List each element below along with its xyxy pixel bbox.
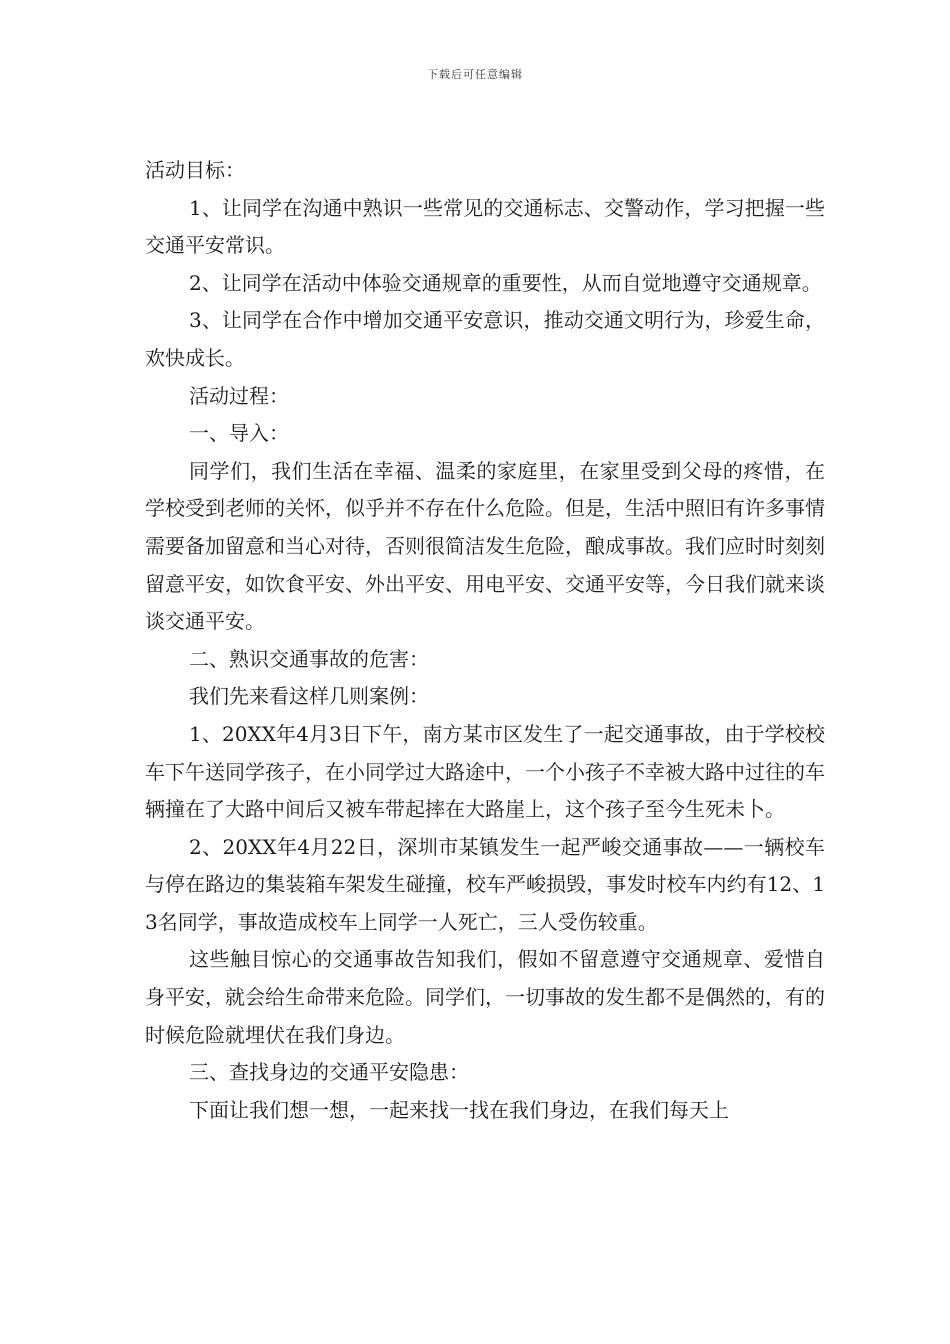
paragraph-section-3-heading: 三、查找身边的交通平安隐患：	[189, 1060, 469, 1085]
paragraph-activity-process-heading: 活动过程：	[189, 383, 289, 408]
paragraph-section-1-heading: 一、导入：	[189, 421, 289, 446]
paragraph-goal-1: 1、让同学在沟通中熟识一些常见的交通标志、交警动作，学习把握一些交通平安常识。	[145, 195, 825, 258]
paragraph-section-3-body: 下面让我们想一想，一起来找一找在我们身边，在我们每天上	[189, 1097, 729, 1122]
paragraph-cases-intro: 我们先来看这样几则案例：	[189, 684, 429, 709]
paragraph-intro-body: 同学们，我们生活在幸福、温柔的家庭里，在家里受到父母的疼惜，在学校受到老师的关怀，似乎并不存在什么危险。但是，生活中照旧有许多事情需要备加留意和当心对待，否则很简洁发生危险，酿成事故。我们应时时刻刻留意平安，如饮食平安、外出平安、用电平安、交通平安等，今日我们就来谈谈交通平安。	[145, 458, 825, 634]
paragraph-case-1: 1、20XX年4月3日下午，南方某市区发生了一起交通事故，由于学校校车下午送同学孩子，在小同学过大路途中，一个小孩子不幸被大路中过往的车辆撞在了大路中间后又被车带起摔在大路崖上，这个孩子至今生死未卜。	[145, 721, 825, 822]
paragraph-cases-conclusion: 这些触目惊心的交通事故告知我们，假如不留意遵守交通规章、爱惜自身平安，就会给生命带来危险。同学们，一切事故的发生都不是偶然的，有的时候危险就埋伏在我们身边。	[145, 947, 825, 1047]
paragraph-goal-2: 2、让同学在活动中体验交通规章的重要性，从而自觉地遵守交通规章。	[189, 270, 822, 295]
paragraph-goal-3: 3、让同学在合作中增加交通平安意识，推动交通文明行为，珍爱生命，欢快成长。	[145, 308, 825, 370]
document-body	[145, 152, 825, 1129]
paragraph-activity-goals-heading: 活动目标：	[145, 158, 245, 182]
page-header: 下载后可任意编辑	[427, 68, 523, 81]
paragraph-section-2-heading: 二、熟识交通事故的危害：	[189, 646, 429, 671]
paragraph-case-2: 2、20XX年4月22日，深圳市某镇发生一起严峻交通事故——一辆校车与停在路边的集装箱车架发生碰撞，校车严峻损毁，事发时校车内约有12、13名同学，事故造成校车上同学一人死亡，三人受伤较重。	[145, 834, 825, 934]
